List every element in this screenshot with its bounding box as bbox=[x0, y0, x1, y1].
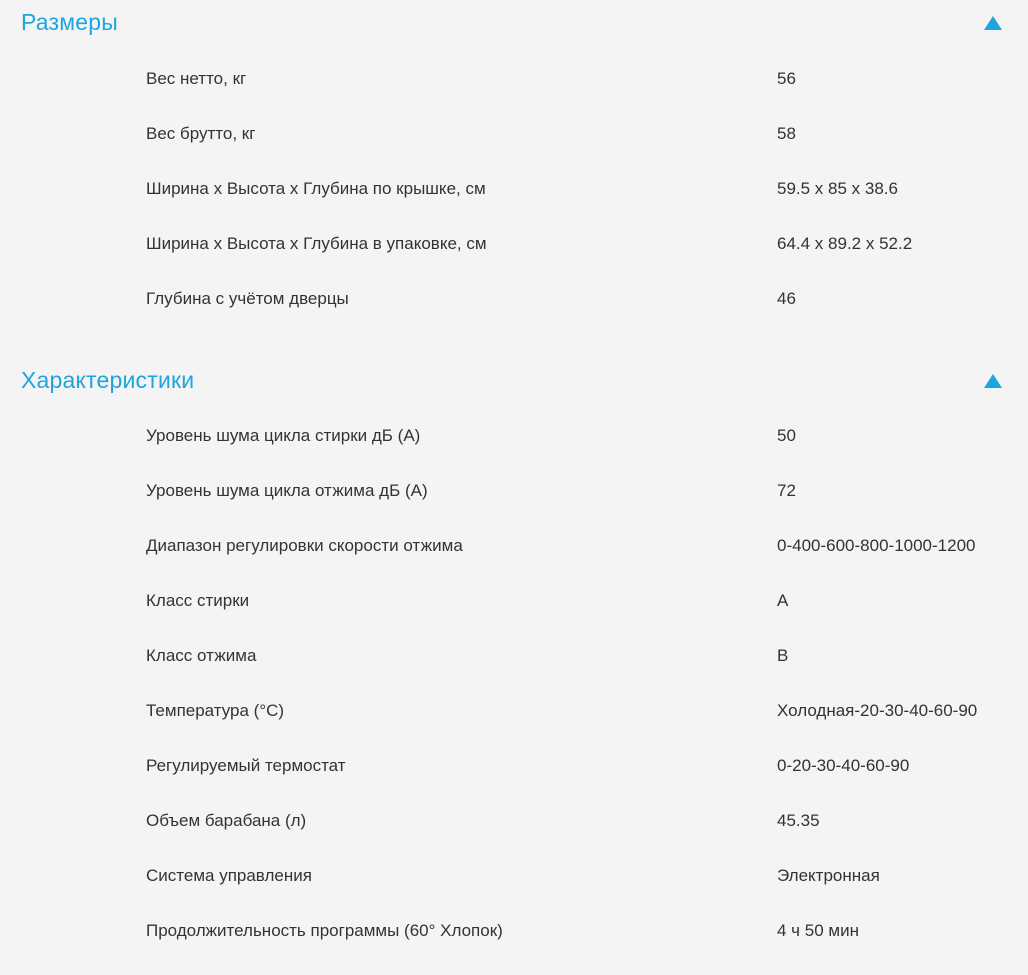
spec-row bbox=[0, 288, 1028, 343]
spec-row bbox=[0, 233, 1028, 288]
spec-row bbox=[0, 590, 1028, 645]
triangle-up-icon[interactable] bbox=[983, 373, 1003, 389]
spec-label: Регулируемый термостат bbox=[146, 756, 346, 775]
spec-row bbox=[0, 865, 1028, 920]
section-header-characteristics[interactable] bbox=[0, 358, 1028, 402]
spec-value: 0-20-30-40-60-90 bbox=[777, 756, 910, 775]
spec-value: 59.5 x 85 x 38.6 bbox=[777, 179, 898, 198]
section-title: Размеры bbox=[21, 9, 118, 35]
spec-label: Класс отжима bbox=[146, 646, 257, 665]
spec-value: B bbox=[777, 646, 789, 665]
section-header-dimensions[interactable] bbox=[0, 0, 1028, 44]
spec-label: Ширина x Высота x Глубина в упаковке, см bbox=[146, 234, 487, 253]
spec-label: Уровень шума цикла стирки дБ (A) bbox=[146, 426, 421, 445]
spec-row bbox=[0, 645, 1028, 700]
spec-value: A bbox=[777, 591, 789, 610]
section-characteristics bbox=[0, 358, 1028, 940]
spec-row bbox=[0, 68, 1028, 123]
spec-label: Температура (°C) bbox=[146, 701, 285, 720]
spec-row bbox=[0, 920, 1028, 975]
spec-label: Класс стирки bbox=[146, 591, 250, 610]
spec-row bbox=[0, 178, 1028, 233]
spec-value: 72 bbox=[777, 481, 796, 500]
spec-row bbox=[0, 123, 1028, 178]
spec-label: Глубина с учётом дверцы bbox=[146, 289, 349, 308]
spec-value: Электронная bbox=[777, 866, 880, 885]
spec-list bbox=[0, 425, 1028, 975]
triangle-up-icon[interactable] bbox=[983, 15, 1003, 31]
spec-value: 56 bbox=[777, 69, 796, 88]
spec-label: Продолжительность программы (60° Хлопок) bbox=[146, 921, 503, 940]
spec-row bbox=[0, 480, 1028, 535]
spec-value: 58 bbox=[777, 124, 796, 143]
spec-row bbox=[0, 810, 1028, 865]
spec-row bbox=[0, 425, 1028, 480]
spec-label: Уровень шума цикла отжима дБ (A) bbox=[146, 481, 428, 500]
spec-row bbox=[0, 535, 1028, 590]
spec-value: 45.35 bbox=[777, 811, 820, 830]
spec-list bbox=[0, 68, 1028, 343]
spec-value: 64.4 x 89.2 x 52.2 bbox=[777, 234, 913, 253]
spec-label: Вес нетто, кг bbox=[146, 69, 247, 88]
spec-value: Холодная-20-30-40-60-90 bbox=[777, 701, 978, 720]
spec-label: Ширина x Высота x Глубина по крышке, см bbox=[146, 179, 486, 198]
spec-value: 0-400-600-800-1000-1200 bbox=[777, 536, 976, 555]
spec-value: 4 ч 50 мин bbox=[777, 921, 859, 940]
spec-label: Вес брутто, кг bbox=[146, 124, 256, 143]
spec-row bbox=[0, 755, 1028, 810]
section-dimensions bbox=[0, 0, 1028, 308]
spec-label: Система управления bbox=[146, 866, 312, 885]
section-title: Характеристики bbox=[21, 367, 195, 393]
spec-value: 46 bbox=[777, 289, 796, 308]
spec-label: Объем барабана (л) bbox=[146, 811, 307, 830]
spec-value: 50 bbox=[777, 426, 796, 445]
spec-row bbox=[0, 700, 1028, 755]
spec-label: Диапазон регулировки скорости отжима bbox=[146, 536, 463, 555]
